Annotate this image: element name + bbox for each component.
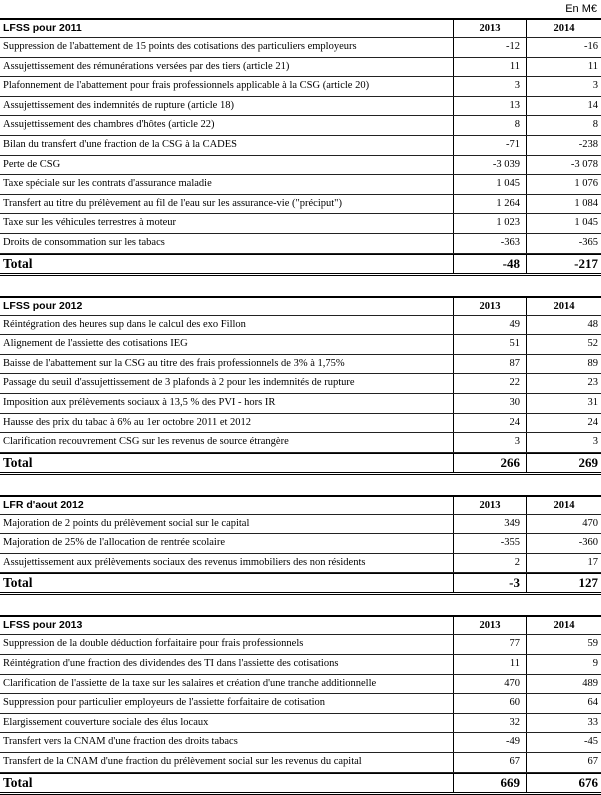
section-header — [0, 298, 601, 316]
value-2014: 33 — [587, 716, 598, 728]
table-row — [0, 335, 601, 355]
value-2014: 9 — [592, 658, 598, 670]
section-table — [0, 296, 601, 475]
total-2014: -217 — [574, 255, 598, 271]
total-2014: 676 — [578, 774, 598, 790]
measure-label: Majoration de 2 points du prélèvement social sur le capital — [0, 515, 454, 534]
value-2013: 67 — [454, 753, 527, 772]
section-header — [0, 617, 601, 635]
total-label: Total — [0, 454, 454, 472]
measure-label: Assujettissement des rémunérations versées par des tiers (article 21) — [0, 58, 454, 77]
value-2013: 60 — [454, 694, 527, 713]
value-2013: 32 — [454, 714, 527, 733]
value-2014: -365 — [578, 236, 598, 248]
table-row — [0, 753, 601, 773]
column-header-2013: 2013 — [454, 497, 527, 514]
value-2014: 489 — [582, 677, 598, 689]
measure-label: Droits de consommation sur les tabacs — [0, 234, 454, 253]
measure-label: Taxe spéciale sur les contrats d'assurance maladie — [0, 175, 454, 194]
measure-label: Hausse des prix du tabac à 6% au 1er octobre 2011 et 2012 — [0, 414, 454, 433]
table-row — [0, 316, 601, 336]
total-2014: 269 — [578, 454, 598, 470]
value-2013: 3 — [454, 77, 527, 96]
value-2013: -355 — [454, 534, 527, 553]
total-2014: 127 — [578, 575, 598, 591]
value-2013: 51 — [454, 335, 527, 354]
value-2013: 11 — [454, 655, 527, 674]
table-row — [0, 554, 601, 574]
value-2014: -3 078 — [570, 158, 598, 170]
total-row — [0, 453, 601, 475]
value-2014: -238 — [578, 138, 598, 150]
measure-label: Clarification recouvrement CSG sur les revenus de source étrangère — [0, 433, 454, 452]
value-2014: 8 — [592, 119, 598, 131]
value-2013: 8 — [454, 116, 527, 135]
section-header — [0, 20, 601, 38]
value-2013: -49 — [454, 733, 527, 752]
value-2013: 2 — [454, 554, 527, 573]
table-row — [0, 58, 601, 78]
value-2013: 13 — [454, 97, 527, 116]
measure-label: Perte de CSG — [0, 156, 454, 175]
column-header-2013: 2013 — [454, 20, 527, 37]
value-2013: -12 — [454, 38, 527, 57]
column-header-2013: 2013 — [454, 298, 527, 315]
total-row — [0, 254, 601, 276]
table-row — [0, 97, 601, 117]
table-row — [0, 214, 601, 234]
table-row — [0, 714, 601, 734]
value-2013: -71 — [454, 136, 527, 155]
value-2013: 1 023 — [454, 214, 527, 233]
section-table — [0, 18, 601, 276]
table-row — [0, 534, 601, 554]
value-2014: 11 — [587, 60, 598, 72]
value-2014: 1 045 — [574, 217, 598, 229]
table-row — [0, 355, 601, 375]
value-2014: 3 — [592, 80, 598, 92]
column-header-2014: 2014 — [553, 620, 575, 632]
value-2014: -45 — [584, 736, 598, 748]
value-2014: 23 — [587, 377, 598, 389]
table-row — [0, 374, 601, 394]
total-label: Total — [0, 774, 454, 792]
measure-label: Assujettissement aux prélèvements sociaux des revenus immobiliers des non résidents — [0, 554, 454, 573]
value-2014: 17 — [587, 556, 598, 568]
total-label: Total — [0, 255, 454, 273]
section-title: LFSS pour 2013 — [0, 617, 454, 634]
table-row — [0, 694, 601, 714]
table-row — [0, 77, 601, 97]
table-row — [0, 195, 601, 215]
table-row — [0, 433, 601, 453]
unit-label: En M€ — [565, 3, 597, 15]
value-2013: 49 — [454, 316, 527, 335]
table-row — [0, 675, 601, 695]
table-row — [0, 394, 601, 414]
value-2014: 1 076 — [574, 178, 598, 190]
measure-label: Baisse de l'abattement sur la CSG au titre des frais professionnels de 3% à 1,75% — [0, 355, 454, 374]
measure-label: Assujettissement des indemnités de rupture (article 18) — [0, 97, 454, 116]
measure-label: Suppression de la double déduction forfaitaire pour frais professionnels — [0, 635, 454, 654]
measure-label: Majoration de 25% de l'allocation de rentrée scolaire — [0, 534, 454, 553]
value-2014: 1 084 — [574, 197, 598, 209]
table-row — [0, 515, 601, 535]
value-2014: -16 — [584, 41, 598, 52]
section-table — [0, 495, 601, 596]
measure-label: Passage du seuil d'assujettissement de 3 plafonds à 2 pour les indemnités de rupture — [0, 374, 454, 393]
measure-label: Transfert au titre du prélèvement au fil de l'eau sur les assurance-vie ("préciput") — [0, 195, 454, 214]
value-2014: 67 — [587, 756, 598, 768]
value-2014: 48 — [587, 318, 598, 330]
value-2014: 3 — [592, 436, 598, 448]
measure-label: Plafonnement de l'abattement pour frais professionnels applicable à la CSG (article 20) — [0, 77, 454, 96]
total-label: Total — [0, 574, 454, 592]
value-2014: -360 — [578, 537, 598, 549]
table-row — [0, 733, 601, 753]
measure-label: Transfert de la CNAM d'une fraction du prélèvement social sur les revenus du capital — [0, 753, 454, 772]
measure-label: Réintégration des heures sup dans le calcul des exo Fillon — [0, 316, 454, 335]
section-title: LFSS pour 2012 — [0, 298, 454, 315]
table-row — [0, 136, 601, 156]
table-row — [0, 38, 601, 58]
measure-label: Elargissement couverture sociale des élus locaux — [0, 714, 454, 733]
measure-label: Assujettissement des chambres d'hôtes (article 22) — [0, 116, 454, 135]
total-2013: -3 — [454, 574, 527, 592]
column-header-2014: 2014 — [553, 23, 575, 34]
section-header — [0, 497, 601, 515]
total-row — [0, 573, 601, 595]
table-row — [0, 175, 601, 195]
value-2014: 14 — [587, 99, 598, 111]
measure-label: Suppression de l'abattement de 15 points des cotisations des particuliers employeurs — [0, 38, 454, 57]
value-2013: 1 045 — [454, 175, 527, 194]
measure-label: Suppression pour particulier employeurs de l'assiette forfaitaire de cotisation — [0, 694, 454, 713]
value-2013: 11 — [454, 58, 527, 77]
total-2013: 669 — [454, 774, 527, 792]
value-2014: 89 — [587, 357, 598, 369]
section-table — [0, 615, 601, 794]
value-2013: 87 — [454, 355, 527, 374]
measure-label: Alignement de l'assiette des cotisations IEG — [0, 335, 454, 354]
measure-label: Réintégration d'une fraction des dividendes des TI dans l'assiette des cotisations — [0, 655, 454, 674]
measure-label: Clarification de l'assiette de la taxe sur les salaires et création d'une tranche additionnelle — [0, 675, 454, 694]
measure-label: Transfert vers la CNAM d'une fraction des droits tabacs — [0, 733, 454, 752]
value-2013: 349 — [454, 515, 527, 534]
table-row — [0, 234, 601, 254]
section-title: LFR d'aout 2012 — [0, 497, 454, 514]
measure-label: Bilan du transfert d'une fraction de la CSG à la CADES — [0, 136, 454, 155]
table-row — [0, 655, 601, 675]
table-row — [0, 414, 601, 434]
column-header-2014: 2014 — [553, 300, 575, 312]
value-2013: 30 — [454, 394, 527, 413]
total-2013: -48 — [454, 255, 527, 273]
value-2014: 31 — [587, 396, 598, 408]
value-2014: 64 — [587, 697, 598, 709]
section-title: LFSS pour 2011 — [0, 20, 454, 37]
value-2014: 470 — [582, 517, 598, 529]
value-2013: 3 — [454, 433, 527, 452]
measure-label: Imposition aux prélèvements sociaux à 13,5 % des PVI - hors IR — [0, 394, 454, 413]
table-row — [0, 635, 601, 655]
table-row — [0, 156, 601, 176]
value-2013: 24 — [454, 414, 527, 433]
table-row — [0, 116, 601, 136]
measure-label: Taxe sur les véhicules terrestres à moteur — [0, 214, 454, 233]
value-2013: -3 039 — [454, 156, 527, 175]
sections-container — [0, 18, 601, 795]
value-2013: 470 — [454, 675, 527, 694]
value-2013: -363 — [454, 234, 527, 253]
value-2013: 77 — [454, 635, 527, 654]
value-2013: 22 — [454, 374, 527, 393]
column-header-2014: 2014 — [553, 499, 575, 511]
total-row — [0, 773, 601, 795]
total-2013: 266 — [454, 454, 527, 472]
value-2014: 59 — [587, 638, 598, 650]
value-2013: 1 264 — [454, 195, 527, 214]
value-2014: 52 — [587, 338, 598, 350]
column-header-2013: 2013 — [454, 617, 527, 634]
value-2014: 24 — [587, 416, 598, 428]
